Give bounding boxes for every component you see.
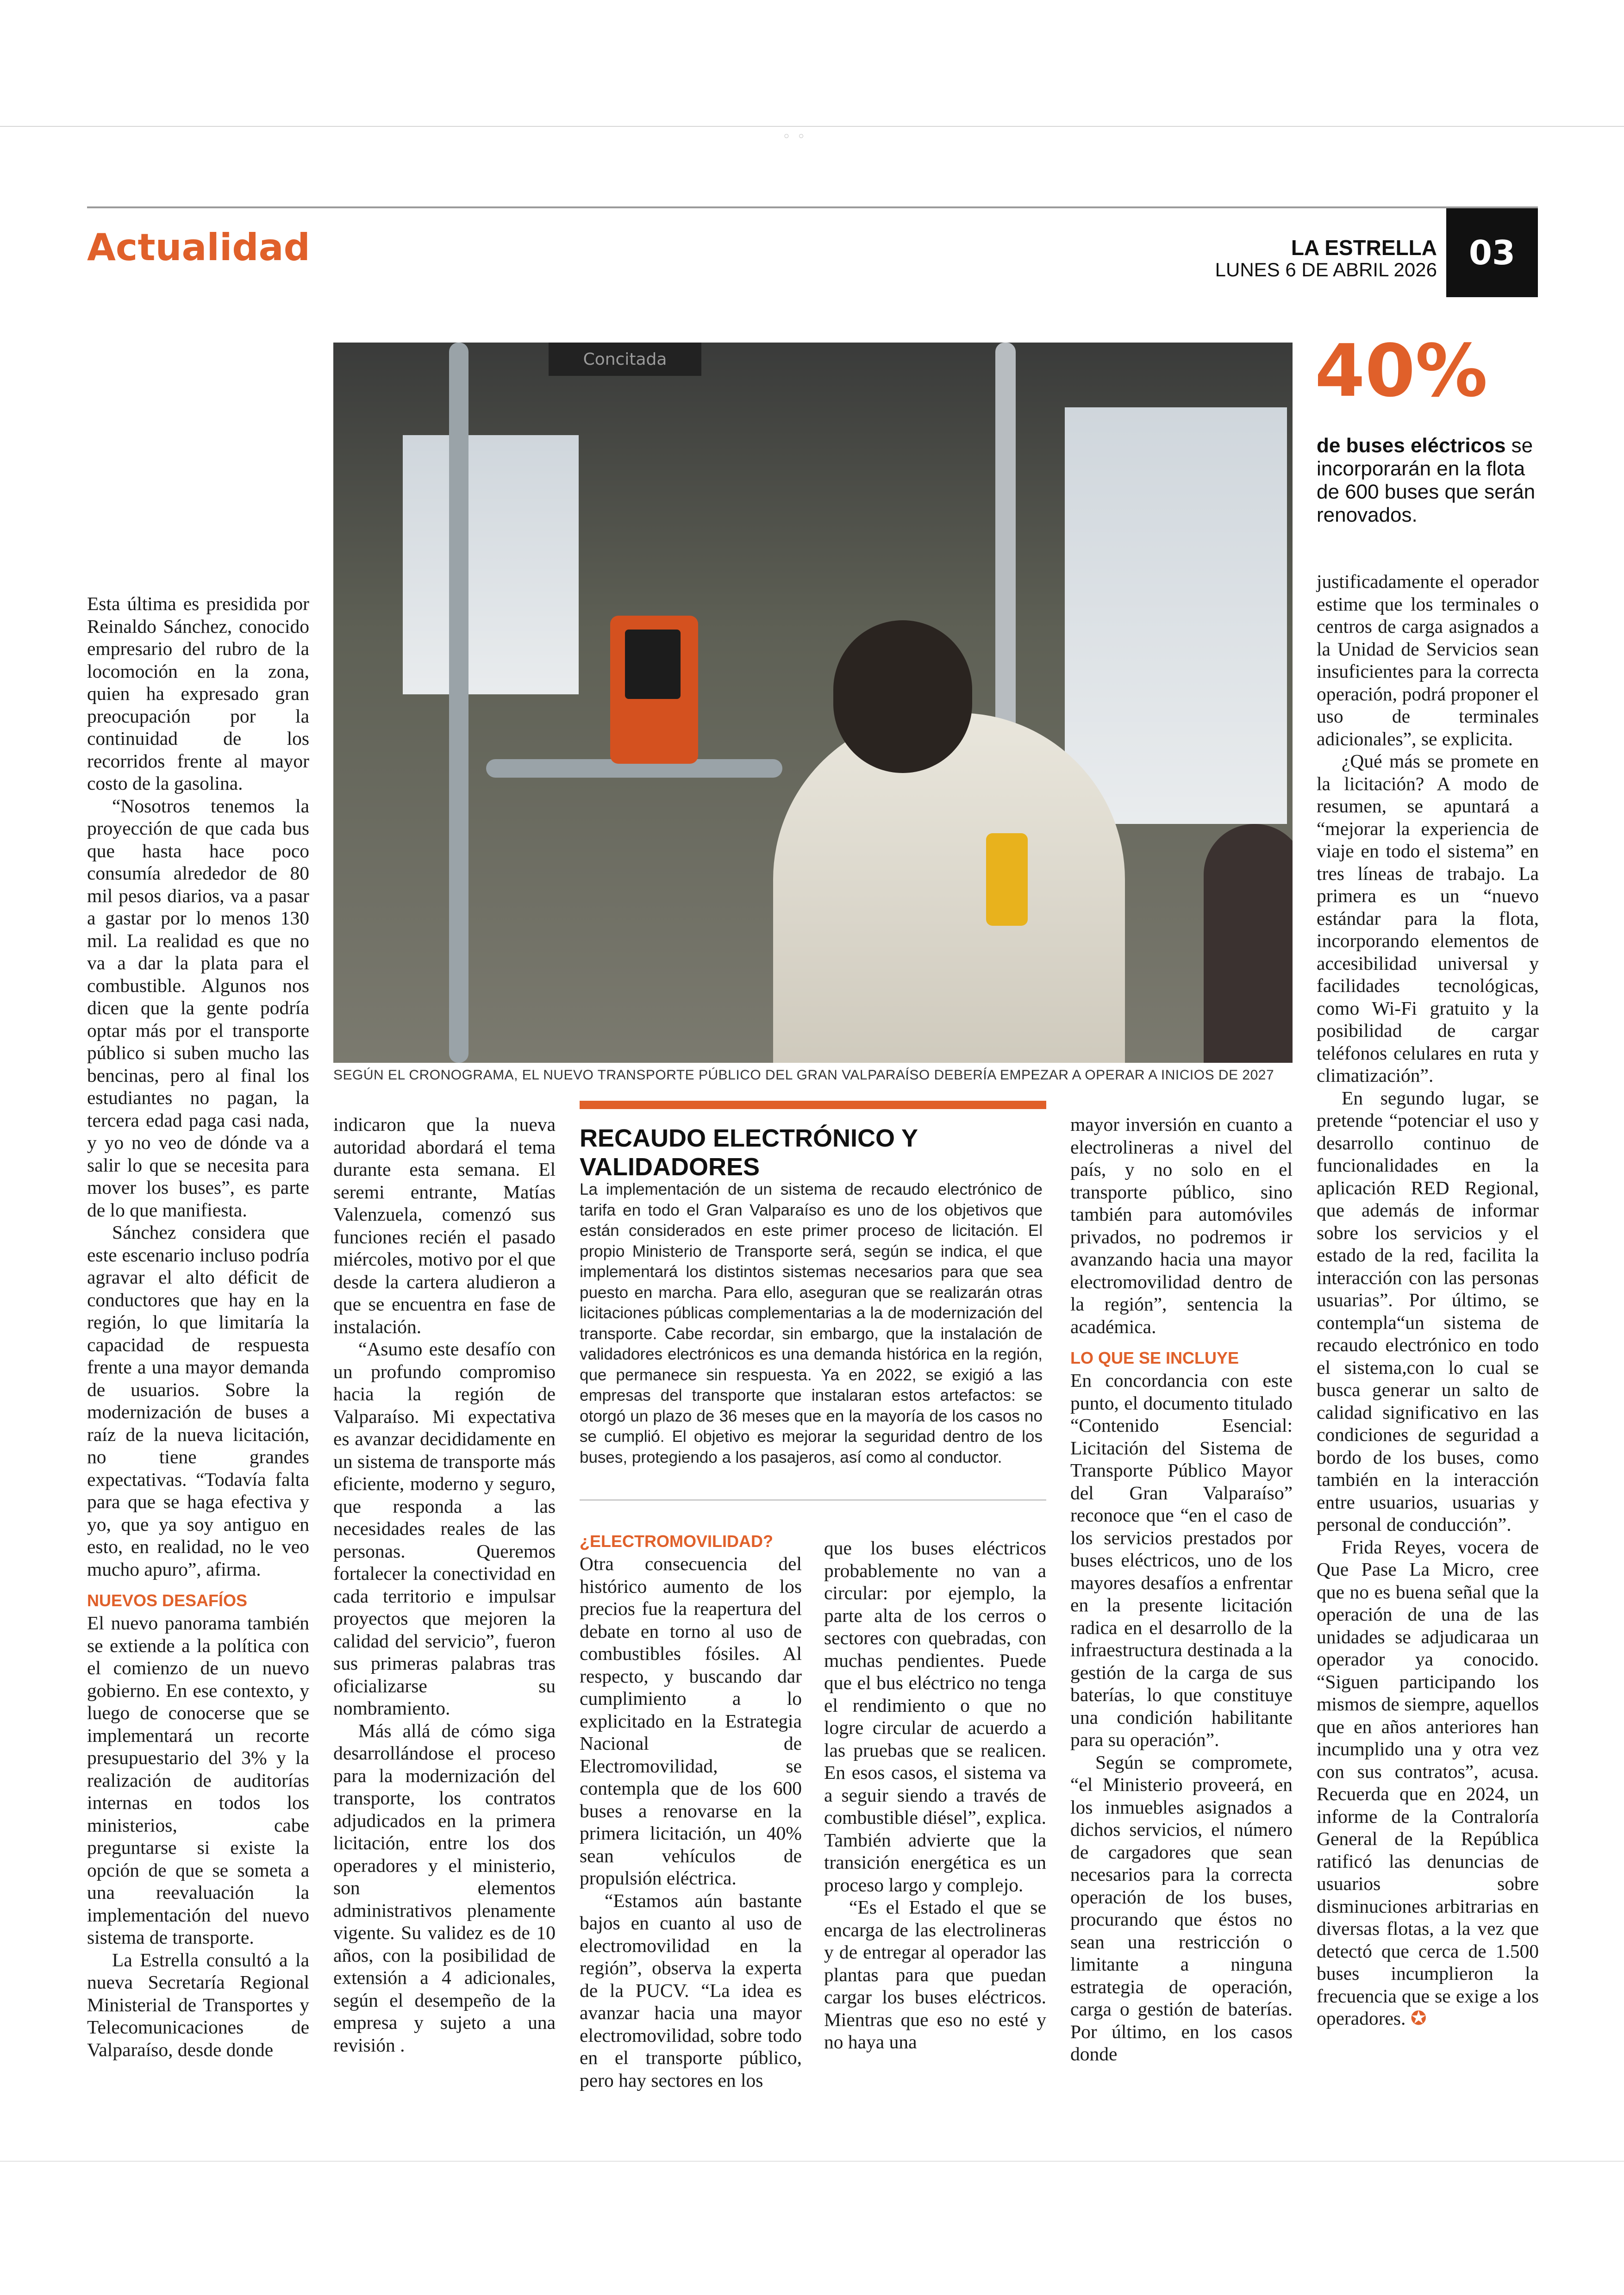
subheading: LO QUE SE INCLUYE xyxy=(1070,1348,1239,1367)
article-column-1 xyxy=(87,592,309,2061)
handrail-pole xyxy=(449,343,468,1063)
paragraph: indicaron que la nueva autoridad abordará el tema durante esta semana. El seremi entrante, Matías Valenzuela, comenzó sus funciones recién el pasado miércoles, motivo por el que desde la cartera aludieron a que se encuentra en fase de instalación. xyxy=(333,1114,556,1337)
page-number: 03 xyxy=(1446,208,1538,297)
subheading: NUEVOS DESAFÍOS xyxy=(87,1591,248,1610)
stat-bold: de buses eléctricos xyxy=(1317,434,1506,457)
stat-value: 40% xyxy=(1315,329,1488,413)
paragraph: mayor inversión en cuanto a electrolineras a nivel del país, y no solo en el transporte público, sino también para automóviles privados, no podremos ir avanzando hacia una mayor electromovilidad dentro de la región”, sentencia la académica. xyxy=(1070,1114,1293,1337)
paragraph: “Estamos aún bastante bajos en cuanto al uso de electromovilidad en la región”, observa la experta de la PUCV. “La idea es avanzar hacia una mayor electromovilidad, sobre todo en el transporte público, pero hay sectores en los xyxy=(580,1890,802,2091)
paragraph xyxy=(1317,1536,1539,2030)
newspaper-name: LA ESTRELLA xyxy=(1291,236,1437,260)
box-title: RECAUDO ELECTRÓNICO Y VALIDADORES xyxy=(580,1124,918,1181)
article-column-3 xyxy=(580,1531,802,2091)
box-text: La implementación de un sistema de recaudo electrónico de tarifa en todo el Gran Valparaíso es uno de los objetivos que están considerados en este primer proceso de licitación. El propio Ministerio de Transporte será, según se indica, el que implementará los distintos sistemas necesarios para que sea puesto en marcha. Para ello, aseguran que se realizarán otras licitaciones públicas complementarias a la de modernización del transporte. Cabe recordar, sin embargo, que la instalación de validadores electrónicos es una demanda histórica en la región, que permanece sin respuesta. Ya en 2022, se exigió a las empresas del transporte que instalaran estos artefactos: se otorgó un plazo de 36 meses que en la mayoría de los casos no se cumplió. El objetivo es mejorar la seguridad dentro de los buses, protegiendo a los pasajeros, así como al conductor. xyxy=(580,1180,1043,1466)
page-top-edge xyxy=(0,126,1624,127)
bus-window-right xyxy=(1065,407,1287,824)
passenger xyxy=(773,713,1125,1063)
article-column-2 xyxy=(333,1113,556,2056)
paragraph: “Asumo este desafío con un profundo compromiso hacia la región de Valparaíso. Mi expectativa es avanzar decididamente en un sistema de transporte más eficiente, moderno y seguro, que responda a las necesidades reales de las personas. Queremos fortalecer la conectividad en cada territorio e impulsar proyectos que mejoren la calidad del servicio”, fueron sus primeras palabras tras oficializarse su nombramiento. xyxy=(333,1338,556,1719)
paragraph: Otra consecuencia del histórico aumento de los precios fue la reapertura del debate en torno al uso de combustibles fósiles. Al respecto, y buscando dar cumplimiento a lo explicitado en la Estrategia Nacional de Electromovilidad, se contempla que de los 600 buses a renovarse en la primera licitación, un 40% sean vehículos de propulsión eléctrica. xyxy=(580,1553,802,1889)
paragraph: Sánchez considera que este escenario incluso podría agravar el alto déficit de conductores que hay en la región, lo que limitaría la capacidad de respuesta frente a una mayor demanda de usuarios. Sobre la modernización de buses a raíz de la nueva licitación, no tiene grandes expectativas. “Todavía falta para que se haga efectiva y yo, que ya soy antiguo en esto, en realidad, no le veo mucho apuro”, afirma. xyxy=(87,1222,309,1580)
subheading: ¿ELECTROMOVILIDAD? xyxy=(580,1532,773,1551)
article-column-4 xyxy=(824,1537,1046,2053)
destination-sign: Concitada xyxy=(549,343,701,376)
paragraph: Más allá de cómo siga desarrollándose el proceso para la modernización del transporte, los contratos adjudicados en la primera licitación, entre los dos operadores y el ministerio, son elementos administrativos plenamente vigente. Su validez es de 10 años, con la posibilidad de extensión a 4 adicionales, según el desempeño de la empresa y sujeto a una revisión . xyxy=(333,1720,556,2056)
masthead xyxy=(1215,236,1437,281)
paragraph-text: Frida Reyes, vocera de Que Pase La Micro, cree que no es buena señal que la operación de una de las unidades se adjudicaraa un operador ya conocido. “Siguen participando los mismos de siempre, aquellos que en años anteriores han incumplido una y otra vez con sus contratos”, acusa. Recuerda que en 2024, un informe de la Contraloría General de la República ratificó las denuncias de usuarios sobre disminuciones arbitrarias en diversas flotas, a la vez que detectó que cerca de 1.500 buses incumplieron la frecuencia que se exige a los operadores. xyxy=(1317,1536,1539,2029)
paragraph: “Nosotros tenemos la proyección de que cada bus que hasta hace poco consumía alrededor de 80 mil pesos diarios, va a pasar a gastar por lo menos 130 mil. La realidad es que no va a dar la plata para el combustible. Algunos nos dicen que la gente podría optar más por el transporte público si suben mucho las bencinas, pero al final los estudiantes no pagan, la tercera edad paga casi nada, y yo no veo de dónde va a salir lo que se necesita para mover los buses”, es parte de lo que manifiesta. xyxy=(87,795,309,1221)
sidebar-box xyxy=(580,1101,1046,1501)
stat-description xyxy=(1317,434,1539,527)
header-rule xyxy=(87,206,1538,208)
bus-photo xyxy=(333,343,1293,1063)
article-column-5 xyxy=(1070,1113,1293,2065)
paragraph: El nuevo panorama también se extiende a la política con el comienzo de un nuevo gobierno. En ese contexto, y luego de conocerse que se implementará un recorte presupuestario del 3% y la realización de auditorías internas en todos los ministerios, cabe preguntarse si existe la opción de que se someta a una reevaluación la implementación del nuevo sistema de transporte. xyxy=(87,1612,309,1948)
article-column-6 xyxy=(1317,570,1539,2030)
paragraph: En segundo lugar, se pretende “potenciar el uso y desarrollo continuo de funcionalidades en la aplicación RED Regional, que además de informar sobre los servicios y el estado de la red, facilita la interacción con las personas usuarias”. Por último, se contempla“un sistema de recaudo electrónico en todo el sistema,con lo cual se busca generar un salto de calidad significativo en las condiciones de seguridad a bordo de los buses, como también en la interacción entre usuarios, usuarias y personal de conducción”. xyxy=(1317,1087,1539,1535)
paragraph: ¿Qué más se promete en la licitación? A modo de resumen, se apuntará a “mejorar la experiencia de viaje en todo el sistema” en tres líneas de trabajo. La primera es un “nuevo estándar para la flota, incorporando elementos de accesibilidad universal y facilidades tecnológicas, como Wi-Fi gratuito y la posibilidad de cargar teléfonos celulares en ruta y climatización”. xyxy=(1317,750,1539,1086)
validator-screen xyxy=(625,630,681,699)
photo-caption: SEGÚN EL CRONOGRAMA, EL NUEVO TRANSPORTE PÚBLICO DEL GRAN VALPARAÍSO DEBERÍA EMPEZAR A OPERAR A INICIOS DE 2027 xyxy=(333,1067,1274,1083)
stat-rest: se incorporarán en la flota de 600 buses que serán renovados. xyxy=(1317,434,1536,526)
box-accent-bar xyxy=(580,1101,1046,1109)
paragraph: que los buses eléctricos probablemente no van a circular: por ejemplo, la parte alta de los cerros o sectores con quebradas, con muchas pendientes. Puede que el bus eléctrico no tenga el rendimiento o que no logre circular de acuerdo a las pruebas que se realicen. En esos casos, el sistema va a seguir siendo a través de combustible diésel”, explica. También advierte que la transición energética es un proceso largo y complejo. xyxy=(824,1537,1046,1896)
bus-window-left xyxy=(403,435,579,694)
end-mark-icon: ✪ xyxy=(1410,2008,1427,2029)
paragraph: En concordancia con este punto, el documento titulado “Contenido Esencial: Licitación del Sistema de Transporte Público Mayor del Gran Valparaíso” reconoce que “en el caso de los servicios prestados por buses eléctricos, uno de los mayores desafíos a enfrentar en la presente licitación radica en el desarrollo de la infraestructura destinada a la gestión de la carga de sus baterías, lo que constituye una condición habilitante para su operación”. xyxy=(1070,1370,1293,1750)
paragraph: justificadamente el operador estime que los terminales o centros de carga asignados a la Unidad de Servicios sean insuficientes para la correcta operación, podrá proponer el uso de terminales adicionales”, se explicita. xyxy=(1317,571,1539,749)
passenger-head xyxy=(833,620,972,773)
paragraph: Esta última es presidida por Reinaldo Sánchez, conocido empresario del rubro de la locomoción en la zona, quien ha expresado gran preocupación por la continuidad de los recorridos frente al mayor costo de la gasolina. xyxy=(87,593,309,794)
section-title: Actualidad xyxy=(87,226,310,269)
page-marker-icon: ◦◦ xyxy=(782,129,812,145)
passenger-waiting xyxy=(1204,824,1293,1063)
page-bottom-edge xyxy=(0,2161,1624,2162)
paragraph: Según se compromete, “el Ministerio proveerá, en los inmuebles asignados a dichos servicios, el número de cargadores que sean necesarios para la correcta operación de los buses, procurando que éstos no sean una restricción o limitante a ninguna estrategia de operación, carga o gestión de baterías. Por último, en los casos donde xyxy=(1070,1751,1293,2064)
paragraph: La Estrella consultó a la nueva Secretaría Regional Ministerial de Transportes y Telecomunicaciones de Valparaíso, desde donde xyxy=(87,1949,309,2060)
issue-date: LUNES 6 DE ABRIL 2026 xyxy=(1215,259,1437,281)
paragraph: “Es el Estado el que se encarga de las electrolineras y de entregar al operador las plantas para que puedan cargar los buses eléctricos. Mientras que eso no esté y no haya una xyxy=(824,1896,1046,2052)
box-bottom-rule xyxy=(580,1499,1046,1501)
stop-button xyxy=(986,833,1028,926)
